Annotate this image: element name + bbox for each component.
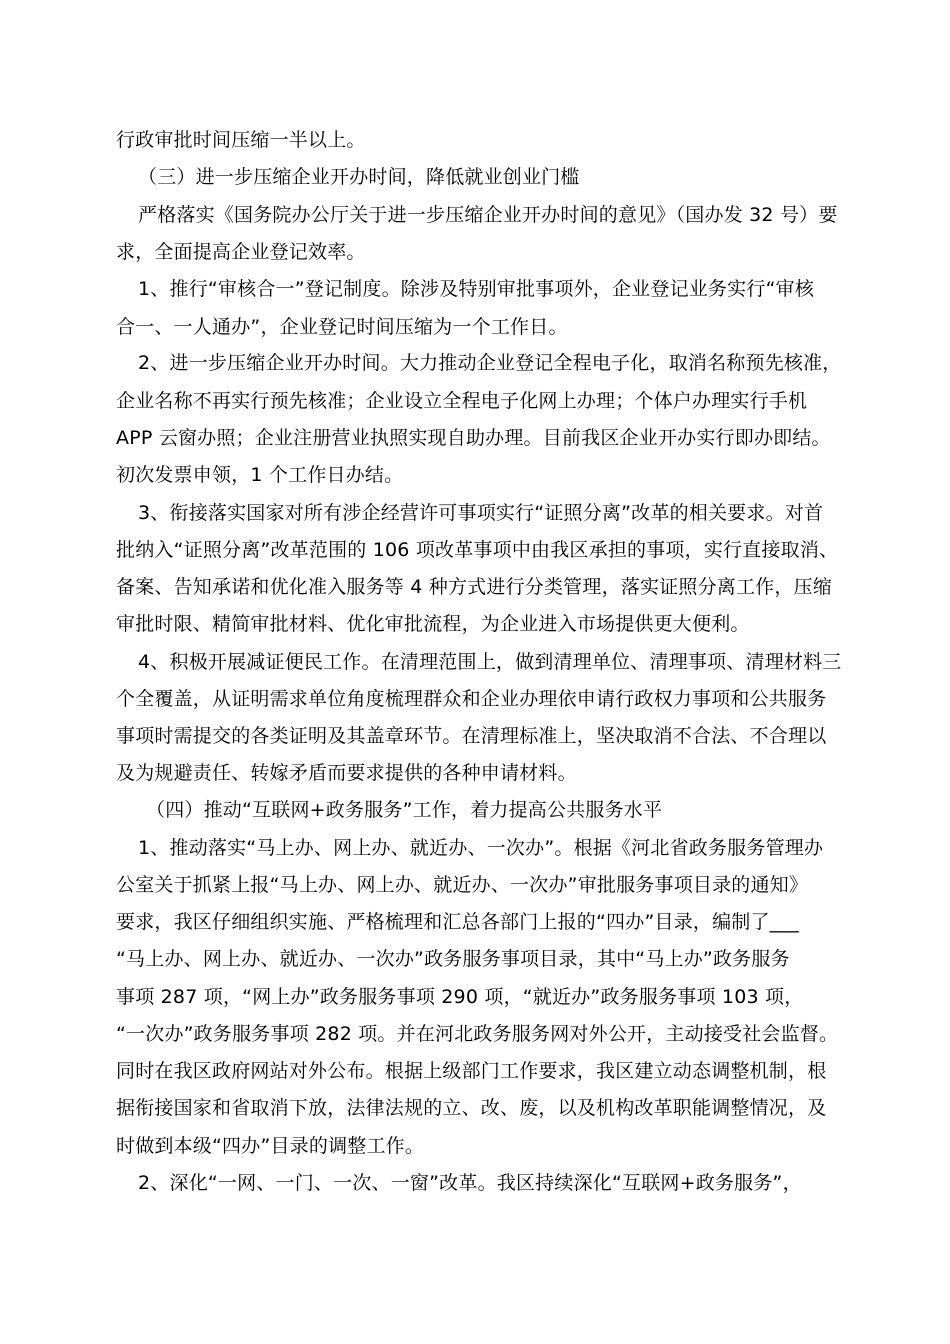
text-line: 2、进一步压缩企业开办时间。大力推动企业登记全程电子化，取消名称预先核准， — [138, 352, 842, 374]
text-line: 事项 287 项，“网上办”政务服务事项 290 项，“就近办”政务服务事项 103 项， — [116, 986, 804, 1008]
text-line: “一次办”政务服务事项 282 项。并在河北政务服务网对外公开，主动接受社会监督。 — [116, 1023, 839, 1045]
text-line: 行政审批时间压缩一半以上。 — [116, 129, 366, 151]
text-line: 个全覆盖，从证明需求单位角度梳理群众和企业办理依申请行政权力事项和公共服务 — [116, 688, 827, 710]
text-line: 事项时需提交的各类证明及其盖章环节。在清理标准上，坚决取消不合法、不合理以 — [116, 725, 827, 747]
text-line: 企业名称不再实行预先核准；企业设立全程电子化网上办理；个体户办理实行手机 — [116, 390, 808, 412]
text-line: 1、推动落实“马上办、网上办、就近办、一次办”。根据《河北省政务服务管理办 — [138, 837, 824, 859]
text-line: 合一、一人通办”，企业登记时间压缩为一个工作日。 — [116, 316, 568, 338]
text-line: 及为规避责任、转嫁矛盾而要求提供的各种申请材料。 — [116, 762, 577, 784]
text-line: 同时在我区政府网站对外公布。根据上级部门工作要求，我区建立动态调整机制，根 — [116, 1060, 827, 1082]
text-line: 严格落实《国务院办公厅关于进一步压缩企业开办时间的意见》（国办发 32 号）要 — [138, 204, 838, 226]
text-line: 4、积极开展减证便民工作。在清理范围上，做到清理单位、清理事项、清理材料三 — [138, 651, 842, 673]
text-line: 审批时限、精简审批材料、优化审批流程，为企业进入市场提供更大便利。 — [116, 613, 750, 635]
text-line: 初次发票申领，1 个工作日办结。 — [116, 464, 404, 486]
text-line: 批纳入“证照分离”改革范围的 106 项改革事项中由我区承担的事项，实行直接取消、 — [116, 539, 839, 561]
text-line: 备案、告知承诺和优化准入服务等 4 种方式进行分类管理，落实证照分离工作，压缩 — [116, 576, 832, 598]
text-line: 时做到本级“四办”目录的调整工作。 — [116, 1135, 425, 1157]
text-line: 据衔接国家和省取消下放，法律法规的立、改、废，以及机构改革职能调整情况，及 — [116, 1097, 827, 1119]
text-line: 1、推行“审核合一”登记制度。除涉及特别审批事项外，企业登记业务实行“审核 — [138, 278, 815, 300]
section-heading: （三）进一步压缩企业开办时间，降低就业创业门槛 — [138, 166, 580, 188]
text-line: APP 云窗办照；企业注册营业执照实现自助办理。目前我区企业开办实行即办即结。 — [116, 427, 831, 449]
text-line: 求，全面提高企业登记效率。 — [116, 241, 366, 263]
text-line: “马上办、网上办、就近办、一次办”政务服务事项目录，其中“马上办”政务服务 — [116, 948, 790, 970]
text-line: 3、衔接落实国家对所有涉企经营许可事项实行“证照分离”改革的相关要求。对首 — [138, 502, 824, 524]
text-line: 要求，我区仔细组织实施、严格梳理和汇总各部门上报的“四办”目录，编制了___ — [116, 911, 799, 933]
text-line: 2、深化“一网、一门、一次、一窗”改革。我区持续深化“互联网+政务服务”， — [138, 1172, 802, 1194]
text-line: 公室关于抓紧上报“马上办、网上办、就近办、一次办”审批服务事项目录的通知》 — [116, 874, 809, 896]
section-heading: （四）推动“互联网+政务服务”工作，着力提高公共服务水平 — [146, 799, 663, 821]
